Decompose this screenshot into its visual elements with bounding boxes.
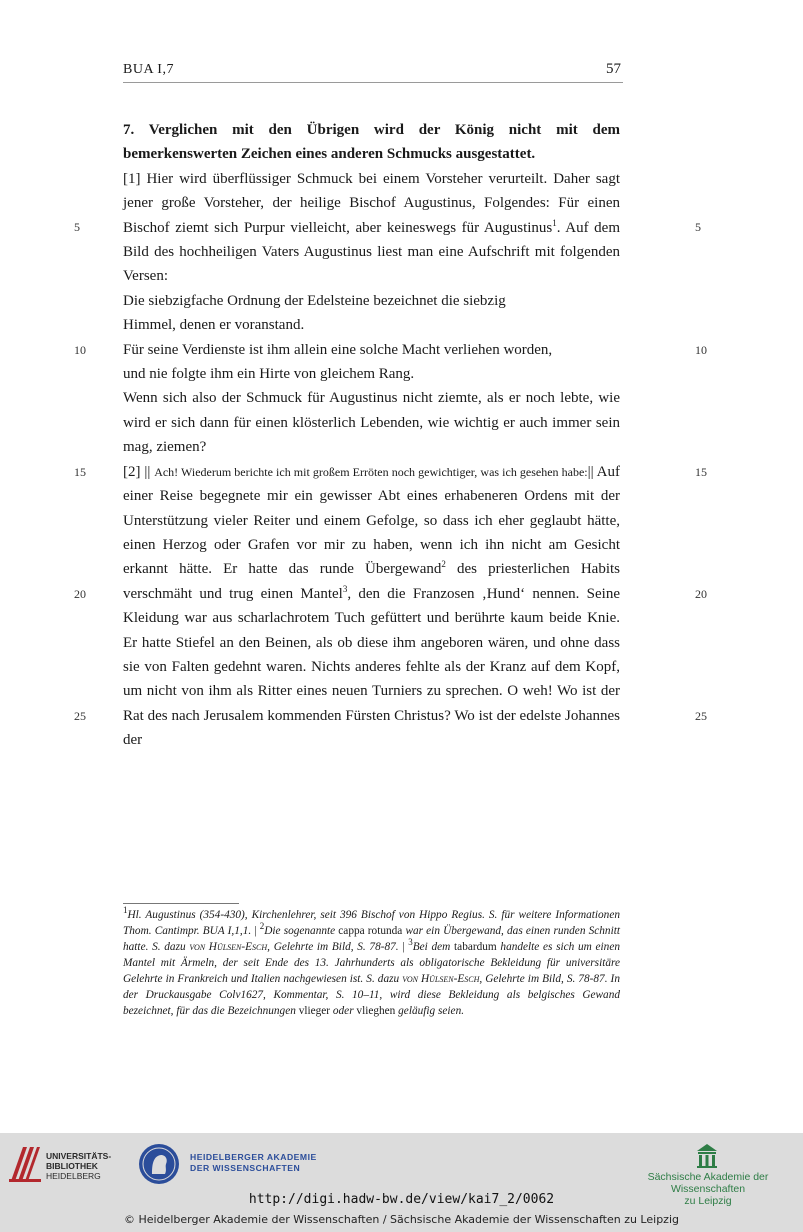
footnote-1: Hl. Augustinus (354-430), Kirchenlehrer, seit 396 Bischof von Hippo Regius. S. für weitere Informationen Thom. Cantimpr. BUA I,1,1. <box>123 909 620 937</box>
university-library-name: UNIVERSITÄTS- BIBLIOTHEK HEIDELBERG <box>46 1151 112 1181</box>
line-number-right: 10 <box>695 343 707 357</box>
line-number-right: 20 <box>695 587 707 601</box>
line-number-left: 25 <box>74 709 86 723</box>
paragraph-1: [1] Hier wird überflüssiger Schmuck bei einem Vorsteher verurteilt. Daher sagt jener große Vorsteher, der heilige Bischof Augustinus, Folgendes: Für einen Bischof ziemt sich Purpur vielleicht, aber keineswegs für Augustinus$^1$. Auf dem Bild des hochheiligen Vaters Augustinus liest man eine Aufschrift mit folgenden Versen: <box>123 170 621 285</box>
interpolated-passage: Ach! Wiederum berichte ich mit großem Erröten noch gewichtiger, was ich gesehen habe: <box>154 464 588 479</box>
verse-line-4: und nie folgte ihm ein Hirte von gleichem Rang. <box>123 366 415 383</box>
running-header <box>123 62 623 83</box>
verse-line-2: Himmel, denen er voranstand. <box>123 317 305 334</box>
paragraph-2: Wenn sich also der Schmuck für Augustinus nicht ziemte, als er noch lebte, wie wird er sich dann für einen klösterlich Lebenden, wie wichtig er auch immer sein mag, ziemen? <box>123 390 620 456</box>
paragraph-3: [2] || Ach! Wiederum berichte ich mit großem Erröten noch gewichtiger, was ich gesehen habe:|| Auf einer Reise begegnete mir ein gewisser Abt eines erhabeneren Ordens mit der Unterstützung vieler Reiter und einem Gefolge, so dass ich eher geglaubt hätte, einen Herzog oder Grafen vor mir zu haben, wenn ich ihn nicht am Gesicht erkannt hätte. Er hatte das runde Übergewand$^2$ des priesterlichen Habits verschmäht und trug einen Mantel$^3$, den die Franzosen ‚Hund‘ nennen. Seine Kleidung war aus scharlachrotem Tuch gefüttert und berührte kaum beide Knie. Er hatte Stiefel an den Beinen, als ob diese ihm angeboren wären, und ohne dass sie von Falten gedehnt waren. Nichts anderes fehlte als der Kranz auf dem Kopf, um nicht von ihm als Ritter eines neuen Turniers zu sprechen. O weh! Wo ist der Rat des nach Jerusalem kommenden Fürsten Christus? Wo ist der edelste Johannes der <box>123 463 620 749</box>
saxon-academy-name: Sächsische Akademie der Wissenschaften zu Leipzig <box>647 1171 769 1207</box>
saxon-academy-logo-icon[interactable] <box>696 1143 718 1169</box>
heidelberg-academy-name: HEIDELBERGER AKADEMIE DER WISSENSCHAFTEN <box>190 1152 317 1173</box>
line-number-right: 25 <box>695 709 707 723</box>
academy-seal-icon[interactable] <box>138 1143 180 1185</box>
verse-line-3: Für seine Verdienste ist ihm allein eine solche Macht verliehen worden, <box>123 341 553 358</box>
line-number-left: 20 <box>74 587 86 601</box>
line-number-left: 10 <box>74 343 86 357</box>
running-title: BUA I,7 <box>123 62 174 77</box>
footnote-mark-2: 2 <box>259 921 265 932</box>
line-number-right: 5 <box>695 220 701 234</box>
chapter-title: 7. Verglichen mit den Übrigen wird der König nicht mit dem bemerkenswerten Zeichen eines anderen Schmucks ausgestattet. <box>123 122 620 163</box>
university-library-logo-icon[interactable] <box>9 1143 41 1183</box>
page-number: 57 <box>606 61 621 77</box>
line-number-left: 15 <box>74 465 86 479</box>
verse-line-1: Die siebzigfache Ordnung der Edelsteine bezeichnet die siebzig <box>123 292 506 309</box>
copyright-notice: © Heidelberger Akademie der Wissenschaften / Sächsische Akademie der Wissenschaften zu Leipzig <box>123 1213 679 1226</box>
footnotes: $^1$Hl. Augustinus (354-430), Kirchenlehrer, seit 396 Bischof von Hippo Regius. S. für weitere Informationen Thom. Cantimpr. BUA I,1,1. | $^2$Die sogenannte cappa rotunda war ein Übergewand, das einen runden Schnitt hatte. S. dazu von Hülsen-Esch, Gelehrte im Bild, S. 78-87. | $^3$Bei dem tabardum handelte es sich um einen Mantel mit Ärmeln, der seit Ende des 13. Jahrhunderts als obligatorische Bekleidung für universitäre Gelehrte in Frankreich und Italien nachgewiesen ist. S. dazu von Hülsen-Esch, Gelehrte im Bild, S. 78-87. In der Druckausgabe Colv1627, Kommentar, S. 10–11, wird diese Bekleidung als belgisches Gewand bezeichnet, für das die Bezeichnungen vlieger oder vlieghen geläufig seien. <box>123 905 620 1017</box>
footnote-mark-1: 1 <box>123 905 128 916</box>
footer-band <box>0 1133 803 1232</box>
footnote-ref-3[interactable]: 3 <box>342 583 348 594</box>
permalink-url[interactable]: http://digi.hadw-bw.de/view/kai7_2/0062 <box>248 1192 555 1207</box>
footnote-divider <box>123 903 239 904</box>
line-number-right: 15 <box>695 465 707 479</box>
main-text <box>123 118 620 753</box>
footnote-ref-1[interactable]: 1 <box>552 217 557 228</box>
footnote-mark-3: 3 <box>408 937 413 948</box>
footnote-ref-2[interactable]: 2 <box>441 559 446 570</box>
line-number-left: 5 <box>74 220 80 234</box>
